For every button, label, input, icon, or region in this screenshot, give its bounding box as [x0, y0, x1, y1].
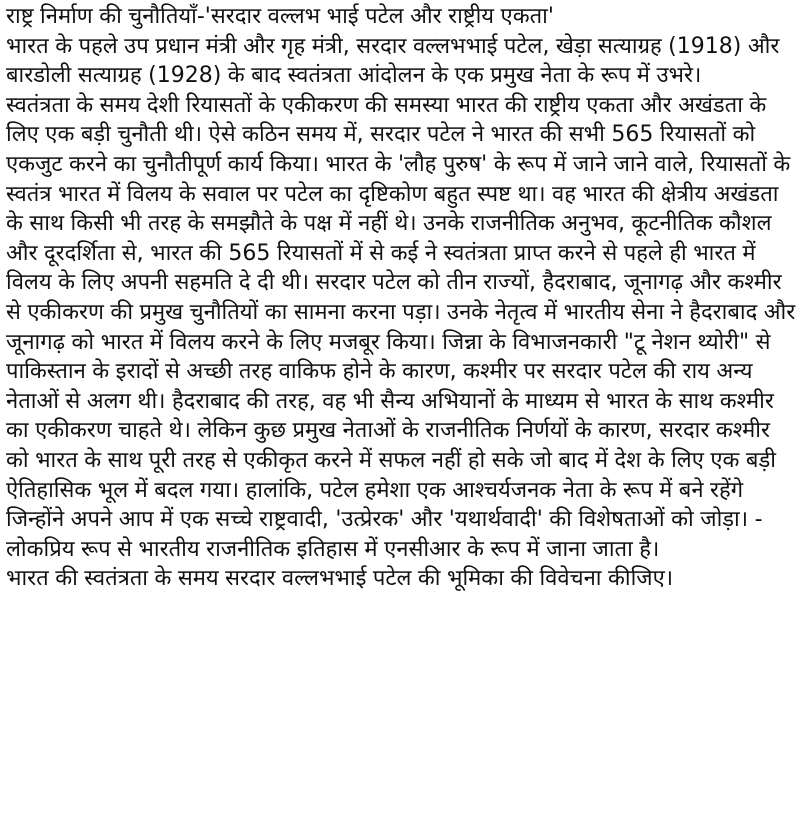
question-text: भारत की स्वतंत्रता के समय सरदार वल्लभभाई पटेल की भूमिका की विवेचना कीजिए।: [6, 566, 674, 592]
intro-paragraph: भारत के पहले उप प्रधान मंत्री और गृह मंत्री, सरदार वल्लभभाई पटेल, खेड़ा सत्याग्रह (1918) और बारडोली सत्याग्रह (1928) के बाद स्वतंत्रता आंदोलन के एक प्रमुख नेता के रूप में उभरे।: [6, 33, 780, 89]
document-title: राष्ट्र निर्माण की चुनौतियाँ-'सरदार वल्लभ भाई पटेल और राष्ट्रीय एकता': [6, 4, 554, 29]
body-paragraph: स्वतंत्रता के समय देशी रियासतों के एकीकरण की समस्या भारत की राष्ट्रीय एकता और अखंडता के लिए एक बड़ी चुनौती थी। ऐसे कठिन समय में, सरदार पटेल ने भारत की सभी 565 रियासतों को एकजुट करने का चुनौतीपूर्ण कार्य किया। भारत के 'लौह पुरुष' के रूप में जाने जाने वाले, रियासतों के स्वतंत्र भारत में विलय के सवाल पर पटेल का दृष्टिकोण बहुत स्पष्ट था। वह भारत की क्षेत्रीय अखंडता के साथ किसी भी तरह के समझौते के पक्ष में नहीं थे। उनके राजनीतिक अनुभव, कूटनीतिक कौशल और दूरदर्शिता से, भारत की 565 रियासतों में से कई ने स्वतंत्रता प्राप्त करने से पहले ही भारत में विलय के लिए अपनी सहमति दे दी थी। सरदार पटेल को तीन राज्यों, हैदराबाद, जूनागढ़ और कश्मीर से एकीकरण की प्रमुख चुनौतियों का सामना करना पड़ा। उनके नेतृत्व में भारतीय सेना ने हैदराबाद और जूनागढ़ को भारत में विलय करने के लिए मजबूर किया। जिन्ना के विभाजनकारी "टू नेशन थ्योरी" से पाकिस्तान के इरादों से अच्छी तरह वाकिफ होने के कारण, कश्मीर पर सरदार पटेल की राय अन्य नेताओं से अलग थी। हैदराबाद की तरह, वह भी सैन्य अभियानों के माध्यम से भारत के साथ कश्मीर का एकीकरण चाहते थे। लेकिन कुछ प्रमुख नेताओं के राजनीतिक निर्णयों के कारण, सरदार कश्मीर को भारत के साथ पूरी तरह से एकीकृत करने में सफल नहीं हो सके जो बाद में देश के लिए एक बड़ी ऐतिहासिक भूल में बदल गया। हालांकि, पटेल हमेशा एक आश्चर्यजनक नेता के रूप में बने रहेंगे जिन्होंने अपने आप में एक सच्चे राष्ट्रवादी, 'उत्प्रेरक' और 'यथार्थवादी' की विशेषताओं को जोड़ा। - लोकप्रिय रूप से भारतीय राजनीतिक इतिहास में एनसीआर के रूप में जाना जाता है।: [6, 92, 796, 562]
